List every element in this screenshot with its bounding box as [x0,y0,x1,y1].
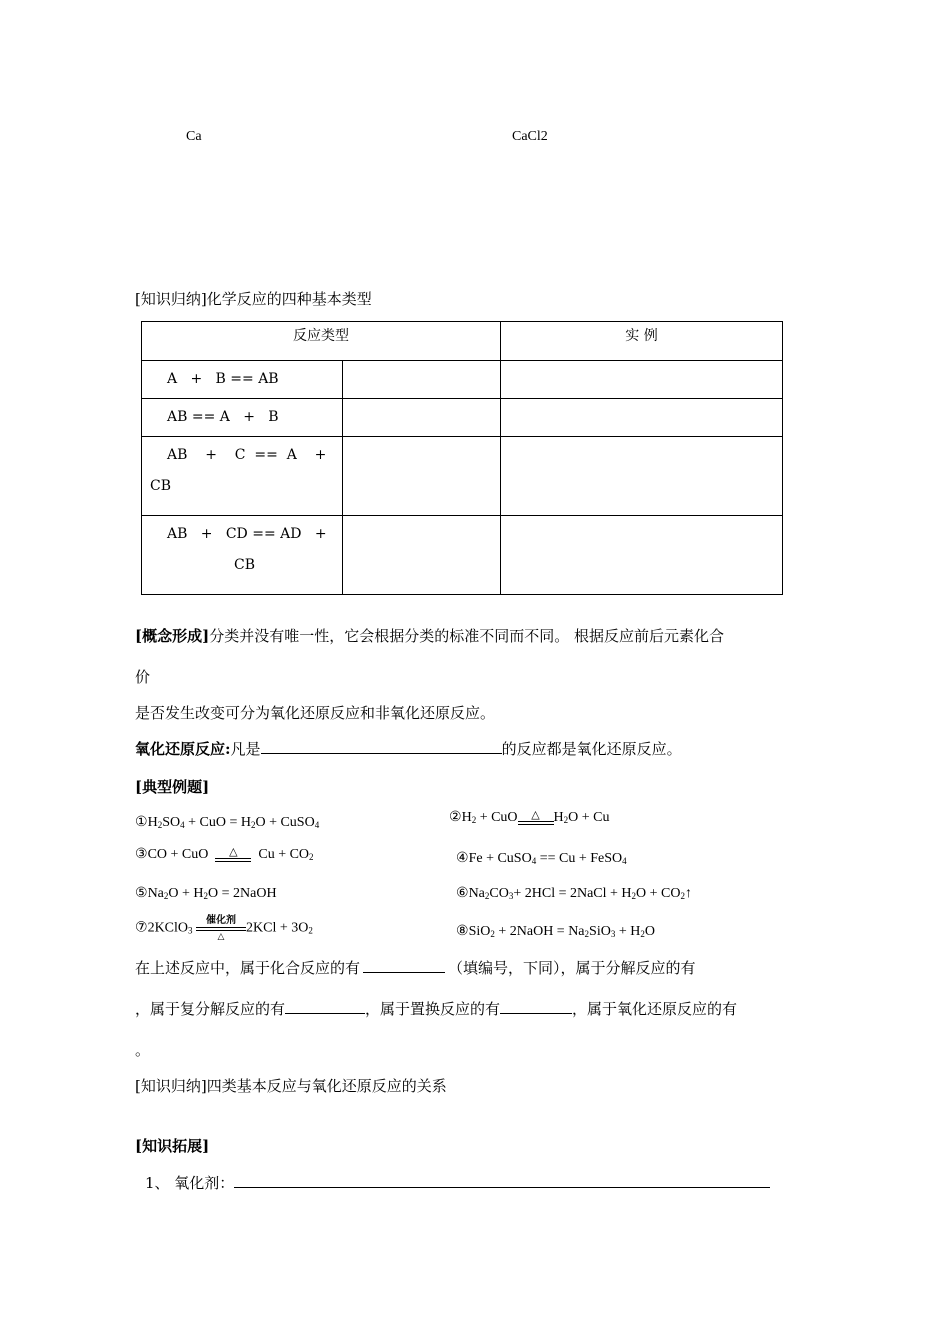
table-row [142,399,783,437]
oxidant-definition-blank[interactable] [234,1172,770,1188]
heat-condition-icon: △ [518,810,554,825]
heat-condition-icon: △ [215,847,251,862]
gas-arrow-icon: ↑ [685,886,692,901]
double-displacement-answer-blank[interactable] [285,998,365,1014]
header-reaction-type: 反应类型 [142,322,501,361]
table-cell-example[interactable] [501,516,783,595]
table-cell-type[interactable] [343,437,501,516]
section-title-basic-types: [知识归纳]化学反应的四种基本类型 [135,290,372,308]
product-cacl2: CaCl2 [512,129,548,144]
header-example: 实 例 [501,322,783,361]
table-row [142,516,783,595]
table-row [142,361,783,399]
table-cell-formula: A + B == AB [142,361,343,399]
concept-label: [概念形成] [135,627,210,645]
expand-item-1: 1、 氧化剂： [145,1172,770,1193]
combination-answer-blank[interactable] [363,957,445,973]
reaction-5: $⑤Na_2O + H_2O$ = 2NaOH [135,886,277,901]
reactant-ca: Ca [186,129,202,144]
table-cell-type[interactable] [343,516,501,595]
reaction-3: ③CO + CuO △ $Cu + CO_2$ [135,846,314,862]
reaction-1: $①H_2SO_4$ + CuO = $H_2O$ + CuSO$_4$ [135,815,320,830]
table-cell-type[interactable] [343,361,501,399]
reaction-8: ⑧SiO$_2$ + 2NaOH = $Na_2SiO_3 + H_2O$ [456,924,655,939]
table-cell-formula: AB + C == A + CB [142,437,343,516]
table-row [142,437,783,516]
redox-definition-blank[interactable] [261,738,502,754]
table-cell-formula: AB + CD == AD + CB [142,516,343,595]
table-cell-example[interactable] [501,437,783,516]
reaction-types-table [141,321,783,595]
expand-label: [知识拓展] [135,1137,210,1155]
table-cell-example[interactable] [501,361,783,399]
question-line1: 在上述反应中，属于化合反应的有 （填编号，下同），属于分解反应的有 [135,959,696,977]
reaction-2: $②H_2$ + CuO △ $H_2O + Cu$ [449,809,610,825]
examples-label: [典型例题] [135,778,210,796]
reaction-6: $⑥Na_2CO_3+ 2HCl$ = 2NaCl + $H_2O$ + $CO_2↑$ [456,886,692,901]
table-cell-formula: AB == A + B [142,399,343,437]
reaction-7: ⑦2KClO$_3$ 催化剂 △ $2KCl + 3O_2$ [135,915,313,941]
table-cell-type[interactable] [343,399,501,437]
catalyst-condition-icon: 催化剂 △ [196,916,246,941]
question-line3: 。 [135,1041,151,1059]
reaction-4: ④Fe + CuSO$_4$ == Cu + FeSO$_4$ [456,851,627,866]
concept-paragraph-line2: 价 [135,668,151,686]
table-header-row [142,322,783,361]
section-title-relationship: [知识归纳]四类基本反应与氧化还原反应的关系 [135,1077,447,1095]
concept-paragraph-line1: [概念形成]分类并没有唯一性，它会根据分类的标准不同而不同。 根据反应前后元素化合 [135,627,724,645]
table-cell-example[interactable] [501,399,783,437]
concept-paragraph-line3: 是否发生改变可分为氧化还原反应和非氧化还原反应。 [135,704,496,722]
redox-definition: 氧化还原反应:凡是 的反应都是氧化还原反应。 [135,740,682,758]
redox-label: 氧化还原反应: [135,740,231,758]
question-line2: ，属于复分解反应的有 ，属于置换反应的有 ，属于氧化还原反应的有 [135,1000,738,1018]
displacement-answer-blank[interactable] [500,998,572,1014]
